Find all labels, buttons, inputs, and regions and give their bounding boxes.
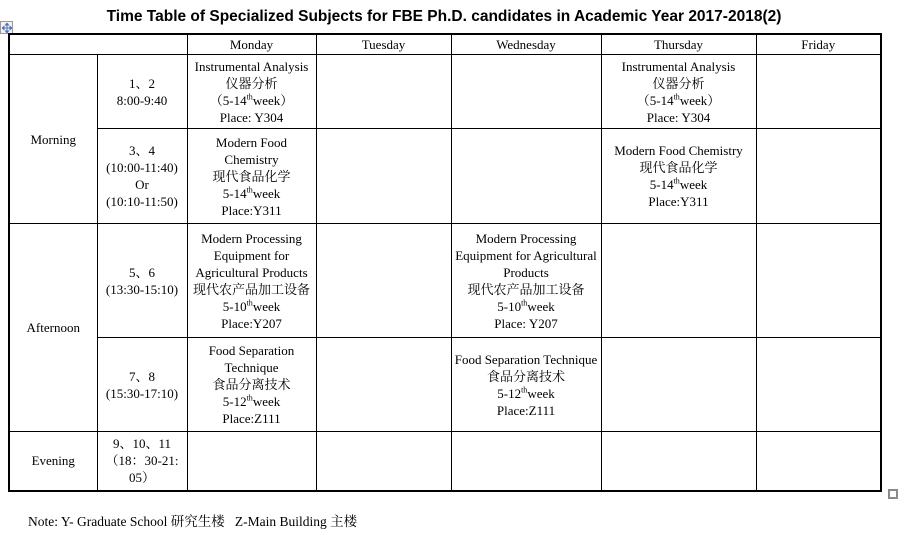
cell-line: （18：30-21:	[105, 453, 179, 469]
cell-friday-p91011[interactable]	[756, 432, 881, 491]
cell-line: 5-14thweek	[649, 176, 708, 192]
cell-monday-p56[interactable]	[187, 224, 316, 338]
cell-thursday-p56[interactable]	[601, 224, 756, 338]
row-afternoon-p78	[9, 338, 881, 432]
cell-wednesday-p34[interactable]	[451, 129, 601, 224]
cell-line: (10:00-11:40)	[106, 160, 178, 175]
section-label-morning[interactable]: Morning	[9, 55, 97, 224]
period-cell-p34[interactable]	[97, 129, 187, 224]
cell-line: (13:30-15:10)	[105, 281, 179, 297]
cell-line: 3、4	[128, 143, 155, 158]
column-header-tuesday[interactable]: Tuesday	[316, 34, 451, 55]
header-row	[9, 34, 881, 55]
cell-line: Equipment for Agricultural	[455, 247, 597, 263]
section-label-evening[interactable]: Evening	[9, 432, 97, 491]
cell-monday-p91011[interactable]	[187, 432, 316, 491]
cell-friday-p34[interactable]	[756, 129, 881, 224]
cell-tuesday-p78[interactable]	[316, 338, 451, 432]
cell-line: Place:Z111	[496, 402, 556, 418]
row-evening	[9, 432, 881, 491]
table-resize-handle[interactable]	[888, 489, 898, 499]
timetable	[8, 33, 882, 492]
cell-friday-p56[interactable]	[756, 224, 881, 338]
cell-line: 5-10thweek	[222, 298, 281, 314]
cell-line: Place:Z111	[222, 411, 281, 426]
cell-wednesday-p12[interactable]	[451, 55, 601, 129]
cell-line: (10:10-11:50)	[106, 194, 178, 209]
cell-monday-p12[interactable]	[187, 55, 316, 129]
cell-line: Modern Processing	[475, 230, 577, 246]
cell-line: Food Separation	[208, 343, 295, 358]
cell-line: Place: Y304	[646, 109, 711, 125]
cell-line: 5-10thweek	[497, 298, 555, 314]
move-icon	[2, 23, 12, 33]
cell-line: 5-12thweek	[497, 385, 555, 401]
cell-line: Technique	[224, 360, 279, 375]
row-morning-p34	[9, 129, 881, 224]
cell-wednesday-p78[interactable]	[451, 338, 601, 432]
cell-tuesday-p12[interactable]	[316, 55, 451, 129]
cell-line: Place:Y207	[221, 315, 282, 331]
cell-line: Place: Y207	[494, 315, 558, 331]
cell-line: 5、6	[128, 264, 155, 280]
column-header-monday[interactable]: Monday	[187, 34, 316, 55]
period-cell-p91011[interactable]	[97, 432, 187, 491]
cell-line: Place: Y304	[219, 109, 284, 125]
column-header-thursday[interactable]: Thursday	[601, 34, 756, 55]
cell-friday-p78[interactable]	[756, 338, 881, 432]
cell-tuesday-p56[interactable]	[316, 224, 451, 338]
period-cell-p56[interactable]	[97, 224, 187, 338]
cell-line: 7、8	[128, 368, 155, 384]
cell-line: 5-12thweek	[222, 393, 281, 409]
cell-line: Food Separation Technique	[454, 351, 598, 367]
cell-line: Agricultural Products	[195, 264, 308, 280]
cell-line: Chemistry	[224, 151, 279, 167]
cell-thursday-p78[interactable]	[601, 338, 756, 432]
cell-line: Or	[135, 177, 149, 192]
cell-line: (15:30-17:10)	[105, 385, 179, 401]
period-cell-p78[interactable]	[97, 338, 187, 432]
cell-friday-p12[interactable]	[756, 55, 881, 129]
cell-line: 1、2	[128, 75, 155, 91]
cell-line: 现代食品化学	[639, 160, 718, 175]
cell-line: 05）	[128, 470, 155, 486]
cell-line: Instrumental Analysis	[194, 58, 309, 74]
cell-line: （5-14thweek）	[209, 92, 294, 108]
footnote: Note: Y- Graduate School 研究生楼 Z-Main Building 主楼	[28, 514, 358, 529]
period-cell-p12[interactable]	[97, 55, 187, 129]
section-label-afternoon[interactable]: Afternoon	[9, 224, 97, 432]
cell-line: Modern Processing	[201, 230, 302, 246]
row-morning-p12	[9, 55, 881, 129]
cell-line: Modern Food Chemistry	[614, 143, 743, 158]
cell-tuesday-p91011[interactable]	[316, 432, 451, 491]
cell-thursday-p12[interactable]	[601, 55, 756, 129]
cell-monday-p78[interactable]	[187, 338, 316, 432]
column-header-friday[interactable]: Friday	[756, 34, 881, 55]
cell-line: 仪器分析	[225, 75, 278, 91]
cell-line: 现代农产品加工设备	[192, 281, 310, 297]
cell-line: Instrumental Analysis	[621, 58, 736, 74]
cell-line: 现代食品化学	[212, 168, 291, 184]
cell-line: Place:Y311	[221, 202, 282, 218]
column-header-wednesday[interactable]: Wednesday	[451, 34, 601, 55]
page-title: Time Table of Specialized Subjects for FBE Ph.D. candidates in Academic Year 2017-2018(2)	[106, 8, 782, 25]
cell-line: 现代农产品加工设备	[467, 281, 585, 297]
cell-line: 食品分离技术	[486, 368, 565, 384]
cell-line: 5-14thweek	[222, 185, 281, 201]
cell-tuesday-p34[interactable]	[316, 129, 451, 224]
cell-line: 食品分离技术	[212, 377, 291, 392]
cell-line: 8:00-9:40	[116, 92, 168, 108]
cell-line: Place:Y311	[648, 194, 709, 209]
cell-wednesday-p91011[interactable]	[451, 432, 601, 491]
cell-wednesday-p56[interactable]	[451, 224, 601, 338]
cell-monday-p34[interactable]	[187, 129, 316, 224]
cell-line: （5-14thweek）	[636, 92, 721, 108]
cell-line: Equipment for	[213, 247, 290, 263]
cell-thursday-p34[interactable]	[601, 129, 756, 224]
row-afternoon-p56	[9, 224, 881, 338]
cell-line: 9、10、11	[112, 436, 172, 452]
cell-line: 仪器分析	[652, 75, 705, 91]
cell-thursday-p91011[interactable]	[601, 432, 756, 491]
cell-line: Products	[503, 264, 549, 280]
cell-line: Modern Food	[215, 134, 288, 150]
cell-corner-blank[interactable]	[9, 34, 187, 55]
